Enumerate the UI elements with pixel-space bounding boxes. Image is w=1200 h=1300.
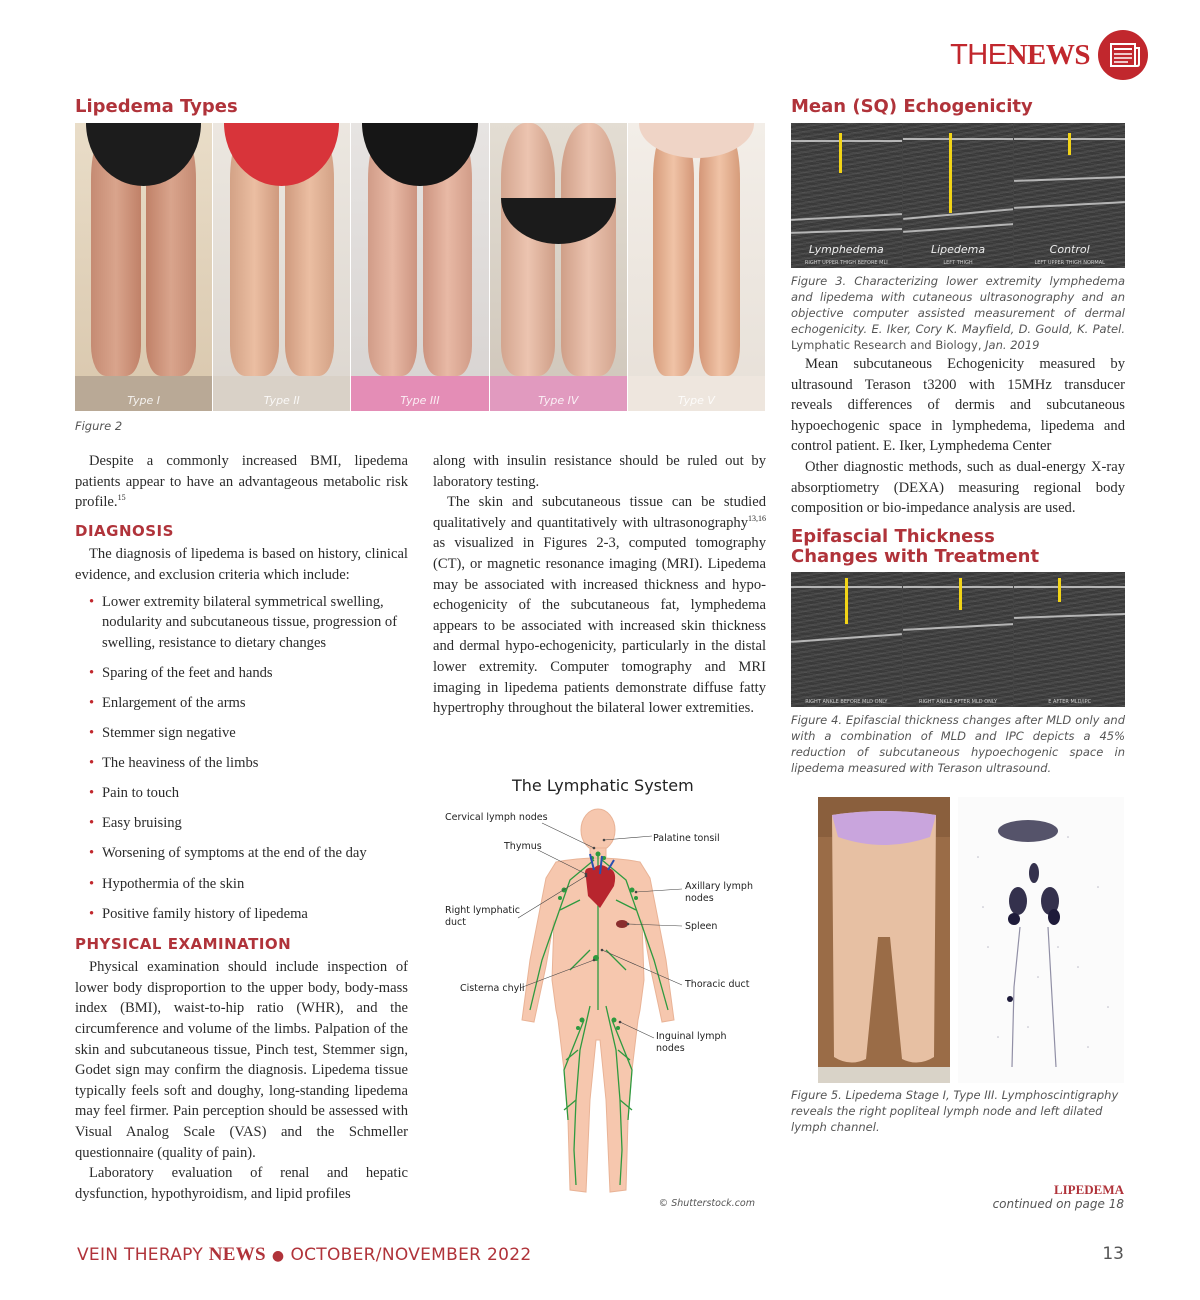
ultrasound-panel-after-mld-ipc bbox=[1014, 572, 1125, 707]
list-item: • Easy bruising bbox=[89, 815, 182, 832]
figure-4-ultrasound bbox=[791, 572, 1125, 707]
masthead-news: NEWS bbox=[1006, 38, 1090, 71]
label-thymus: Thymus bbox=[504, 841, 542, 852]
ultrasound-label: Lipedema bbox=[930, 243, 986, 256]
heading-physical-examination: PHYSICAL EXAMINATION bbox=[75, 934, 292, 953]
ultrasound-label: Lymphedema bbox=[808, 243, 884, 256]
column-2-text bbox=[433, 451, 766, 719]
lymphoscintigraphy-image bbox=[958, 797, 1124, 1083]
label-axillary-lymph-nodes: Axillary lymph nodes bbox=[685, 881, 753, 904]
continued-page: continued on page 18 bbox=[992, 1197, 1124, 1211]
section-title-lipedema-types: Lipedema Types bbox=[75, 96, 238, 117]
photo-type-4 bbox=[490, 123, 628, 411]
footer-publication bbox=[77, 1244, 531, 1266]
masthead-the: THE bbox=[950, 38, 1007, 71]
photo-label: Type IV bbox=[538, 394, 579, 407]
ultrasound-panel-lipedema bbox=[903, 123, 1015, 268]
list-item: • The heaviness of the limbs bbox=[89, 755, 259, 772]
lipedema-stage-photo bbox=[818, 797, 950, 1083]
paragraph: The diagnosis of lipedema is based on history, clinical evidence, and exclusion criteria which include: bbox=[75, 546, 408, 583]
ultrasound-panel-lymphedema bbox=[791, 123, 903, 268]
ultrasound-annotation: E AFTER MLD/IPC bbox=[1048, 699, 1092, 705]
label-palatine-tonsil: Palatine tonsil bbox=[653, 833, 720, 844]
ultrasound-panel-control bbox=[1014, 123, 1125, 268]
paragraph: Physical examination should include inspection of lower body disproportion to the upper body, body-mass index (BMI), waist-to-hip ratio (WHR), and the circumference and volume of the limbs. Palpation of the skin and subcutaneous tissue, Pinch test, Stemmer sign, Godet sign may confirm the diagnosis. Lipedema tissue typically feels soft and doughy, long-standing lipedema may feel firmer. Pain perception should be assessed with Visual Analog Scale (VAS) and the Schmeller questionnaire (quality of pain). bbox=[75, 959, 408, 1161]
label-cervical-lymph-nodes: Cervical lymph nodes bbox=[445, 812, 548, 823]
figure-3-ultrasound bbox=[791, 123, 1125, 268]
section-title-epifascial-line2: Changes with Treatment bbox=[791, 546, 1040, 567]
continued-article-name: LIPEDEMA bbox=[1053, 1182, 1124, 1197]
label-right-lymphatic-duct: Right lymphatic duct bbox=[445, 905, 521, 928]
section-title-epifascial-line1: Epifascial Thickness bbox=[791, 526, 995, 547]
paragraph: Other diagnostic methods, such as dual-energy X-ray absorptiometry (DEXA) measuring regional body composition or bio-impedance analysis are used. bbox=[791, 458, 1125, 517]
figure-3-caption bbox=[791, 273, 1125, 353]
reference: 13,16 bbox=[748, 513, 766, 523]
list-item: • Hypothermia of the skin bbox=[89, 875, 245, 892]
bullet-separator: ● bbox=[271, 1248, 285, 1264]
footer-pub-prefix: VEIN THERAPY bbox=[77, 1245, 204, 1265]
label-cisterna-chyli: Cisterna chyli bbox=[460, 983, 525, 994]
masthead-title bbox=[950, 39, 1090, 72]
section-title-echogenicity: Mean (SQ) Echogenicity bbox=[791, 96, 1033, 117]
label-thoracic-duct: Thoracic duct bbox=[685, 979, 750, 990]
paragraph-imaging: The skin and subcutaneous tissue can be studied qualitatively and quantitatively with ultrasonography$^{13,16}$ as visualized in Figures 2-3, computed tomography (CT), or magnetic resonance imaging (MRI). Lipedema may be associated with increased thickness and hypo-echogenicity of the subcutaneous fat, lymphedema appears to be associated with increased skin thickness and dermal hypo-echogenicity, particularly in the distal lower extremity. Computer tomography and MRI imaging in lipedema patients demonstrate diffuse fatty hypertrophy throughout the bilateral lower extremities. bbox=[433, 494, 766, 717]
ultrasound-annotation: LEFT THIGH bbox=[943, 260, 973, 266]
ultrasound-panel-after-mld bbox=[903, 572, 1015, 707]
photo-label: Type II bbox=[263, 394, 300, 407]
intro-text: Despite a commonly increased BMI, lipedema patients appear to have an advantageous metabolic risk profile. bbox=[75, 453, 408, 511]
ultrasound-annotation: RIGHT ANKLE AFTER MLD ONLY bbox=[918, 699, 998, 705]
figure-2-lipedema-photos bbox=[75, 123, 765, 411]
label-inguinal-lymph-nodes: Inguinal lymph nodes bbox=[656, 1031, 727, 1054]
column-1-text bbox=[75, 451, 408, 1204]
list-item: • Worsening of symptoms at the end of the day bbox=[89, 845, 367, 862]
masthead bbox=[950, 30, 1148, 80]
criteria-list bbox=[75, 592, 408, 925]
page-number: 13 bbox=[1102, 1244, 1124, 1264]
ultrasound-label: Control bbox=[1049, 243, 1090, 256]
paragraph-intro bbox=[75, 451, 408, 513]
list-item: • Enlargement of the arms bbox=[89, 694, 246, 711]
image-credit: © Shutterstock.com bbox=[658, 1198, 755, 1209]
photo-label: Type I bbox=[127, 394, 160, 407]
newspaper-icon bbox=[1098, 30, 1148, 80]
list-item: • Lower extremity bilateral symmetrical swelling, nodularity and subcutaneous tissue, progression of swelling, resistance to dietary changes bbox=[89, 593, 398, 651]
continued-note bbox=[993, 1182, 1124, 1212]
paragraph: along with insulin resistance should be ruled out by laboratory testing. bbox=[433, 453, 766, 490]
section-title-epifascial bbox=[791, 527, 1039, 567]
photo-type-3 bbox=[351, 123, 489, 411]
figure-4-caption: Figure 4. Epifascial thickness changes after MLD only and with a combination of MLD and IPC depicts a 45% reduction of subcutaneous hypoechogenic space in lipedema measured with Terason ultrasound. bbox=[791, 713, 1125, 775]
photo-type-5 bbox=[628, 123, 765, 411]
photo-type-2 bbox=[213, 123, 351, 411]
ultrasound-panel-before bbox=[791, 572, 903, 707]
figure-5-images bbox=[818, 797, 1124, 1083]
figure-3-caption-date: Jan. 2019 bbox=[985, 338, 1040, 352]
figure-3-caption-main: Figure 3. Characterizing lower extremity lymphedema and lipedema with cutaneous ultrasonography and an objective computer assisted measurement of dermal echogenicity. E. Iker, Cory K. Mayfield, D. Gould, K. Patel. bbox=[791, 274, 1125, 336]
ultrasound-annotation: RIGHT UPPER THIGH BEFORE MLI bbox=[804, 260, 888, 266]
photo-type-1 bbox=[75, 123, 213, 411]
paragraph: Laboratory evaluation of renal and hepatic dysfunction, hypothyroidism, and lipid profiles bbox=[75, 1165, 408, 1202]
list-item: • Stemmer sign negative bbox=[89, 725, 236, 742]
figure-2-caption: Figure 2 bbox=[75, 419, 123, 433]
footer-pub-news: NEWS bbox=[208, 1244, 266, 1265]
ultrasound-annotation: RIGHT ANKLE BEFORE MLD ONLY bbox=[805, 699, 888, 705]
list-item: • Sparing of the feet and hands bbox=[89, 664, 273, 681]
list-item: • Pain to touch bbox=[89, 785, 180, 802]
heading-diagnosis: DIAGNOSIS bbox=[75, 521, 174, 540]
figure-3-caption-journal: Lymphatic Research and Biology, bbox=[791, 338, 982, 352]
figure-5-caption: Figure 5. Lipedema Stage I, Type III. Lymphoscintigraphy reveals the right popliteal lymph node and left dilated lymph channel. bbox=[791, 1088, 1119, 1134]
lymphatic-system-illustration bbox=[430, 770, 770, 1215]
ultrasound-annotation: LEFT UPPER THIGH NORMAL bbox=[1034, 260, 1105, 266]
photo-label: Type III bbox=[400, 394, 440, 407]
footer-issue: OCTOBER/NOVEMBER 2022 bbox=[290, 1245, 532, 1265]
reference: 15 bbox=[117, 493, 126, 503]
photo-label: Type V bbox=[677, 394, 715, 407]
column-3-text bbox=[791, 354, 1125, 519]
lymphatic-title: The Lymphatic System bbox=[512, 776, 694, 795]
paragraph: Mean subcutaneous Echogenicity measured by ultrasound Terason t3200 with 15MHz transducer reveals differences of dermis and subcutaneous hypoechogenic space in lymphedema, lipedema and control patient. E. Iker, Lymphedema Center bbox=[791, 356, 1125, 455]
list-item: • Positive family history of lipedema bbox=[89, 905, 308, 922]
label-spleen: Spleen bbox=[685, 921, 718, 932]
